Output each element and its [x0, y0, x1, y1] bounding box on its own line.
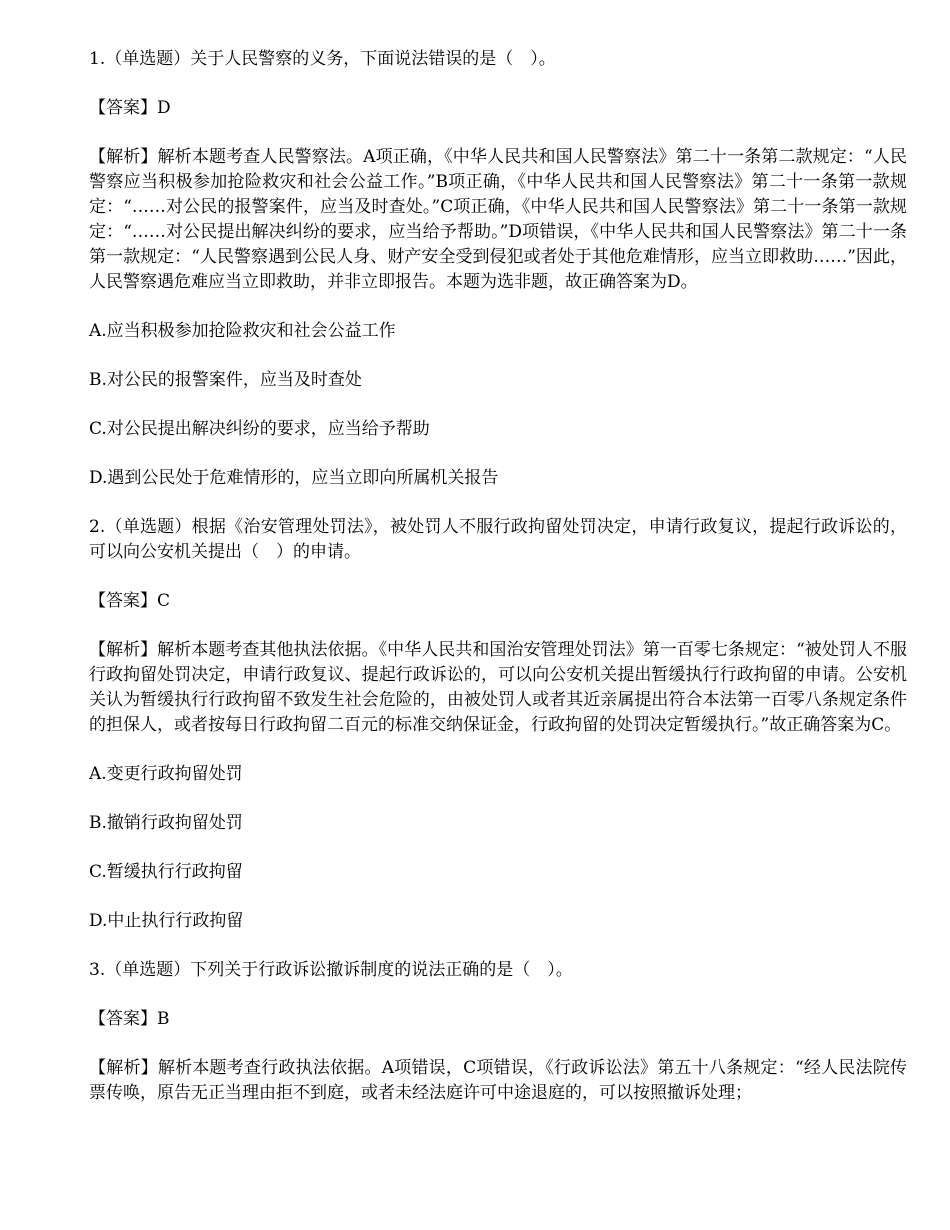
option-a: A.变更行政拘留处罚	[89, 764, 243, 784]
analysis-text: 【解析】解析本题考查其他执法依据。《中华人民共和国治安管理处罚法》第一百零七条规定：“被处罚人不服行政拘留处罚决定，申请行政复议、提起行政诉讼的，可以向公安机关提出暂缓执行行政拘留的申请。公安机关认为暂缓执行行政拘留不致发生社会危险的，由被处罚人或者其近亲属提出符合本法第一百零八条规定条件的担保人，或者按每日行政拘留二百元的标准交纳保证金，行政拘留的处罚决定暂缓执行。”故正确答案为C。	[89, 640, 907, 735]
option-c: C.对公民提出解决纠纷的要求，应当给予帮助	[89, 419, 430, 439]
option-a: A.应当积极参加抢险救灾和社会公益工作	[89, 321, 396, 341]
question-stem: 3.（单选题）下列关于行政诉讼撤诉制度的说法正确的是（ ）。	[89, 960, 573, 980]
answer-label: 【答案】B	[89, 1009, 170, 1029]
analysis-text: 【解析】解析本题考查行政执法依据。A项错误，C项错误，《行政诉讼法》第五十八条规定：“经人民法院传票传唤，原告无正当理由拒不到庭，或者未经法庭许可中途退庭的，可以按照撤诉处理；	[89, 1058, 907, 1103]
question-stem: 1.（单选题）关于人民警察的义务，下面说法错误的是（ ）。	[89, 49, 556, 69]
answer-label: 【答案】C	[89, 591, 171, 611]
document-content	[89, 47, 907, 1130]
option-d: D.中止执行行政拘留	[89, 911, 244, 931]
question-stem: 2.（单选题）根据《治安管理处罚法》，被处罚人不服行政拘留处罚决定，申请行政复议，提起行政诉讼的，可以向公安机关提出（ ）的申请。	[89, 517, 907, 562]
option-c: C.暂缓执行行政拘留	[89, 862, 243, 882]
question-2	[89, 515, 907, 934]
question-3	[89, 958, 907, 1106]
option-d: D.遇到公民处于危难情形的，应当立即向所属机关报告	[89, 468, 499, 488]
question-1	[89, 47, 907, 491]
option-b: B.对公民的报警案件，应当及时查处	[89, 370, 362, 390]
answer-label: 【答案】D	[89, 98, 171, 118]
analysis-text: 【解析】解析本题考查人民警察法。A项正确，《中华人民共和国人民警察法》第二十一条第二款规定：“人民警察应当积极参加抢险救灾和社会公益工作。”B项正确，《中华人民共和国人民警察法》第二十一条第一款规定：“……对公民的报警案件，应当及时查处。”C项正确，《中华人民共和国人民警察法》第二十一条第一款规定：“……对公民提出解决纠纷的要求，应当给予帮助。”D项错误，《中华人民共和国人民警察法》第二十一条第一款规定：“人民警察遇到公民人身、财产安全受到侵犯或者处于其他危难情形，应当立即救助……”因此，人民警察遇危难应当立即救助，并非立即报告。本题为选非题，故正确答案为D。	[89, 147, 907, 292]
option-b: B.撤销行政拘留处罚	[89, 813, 243, 833]
